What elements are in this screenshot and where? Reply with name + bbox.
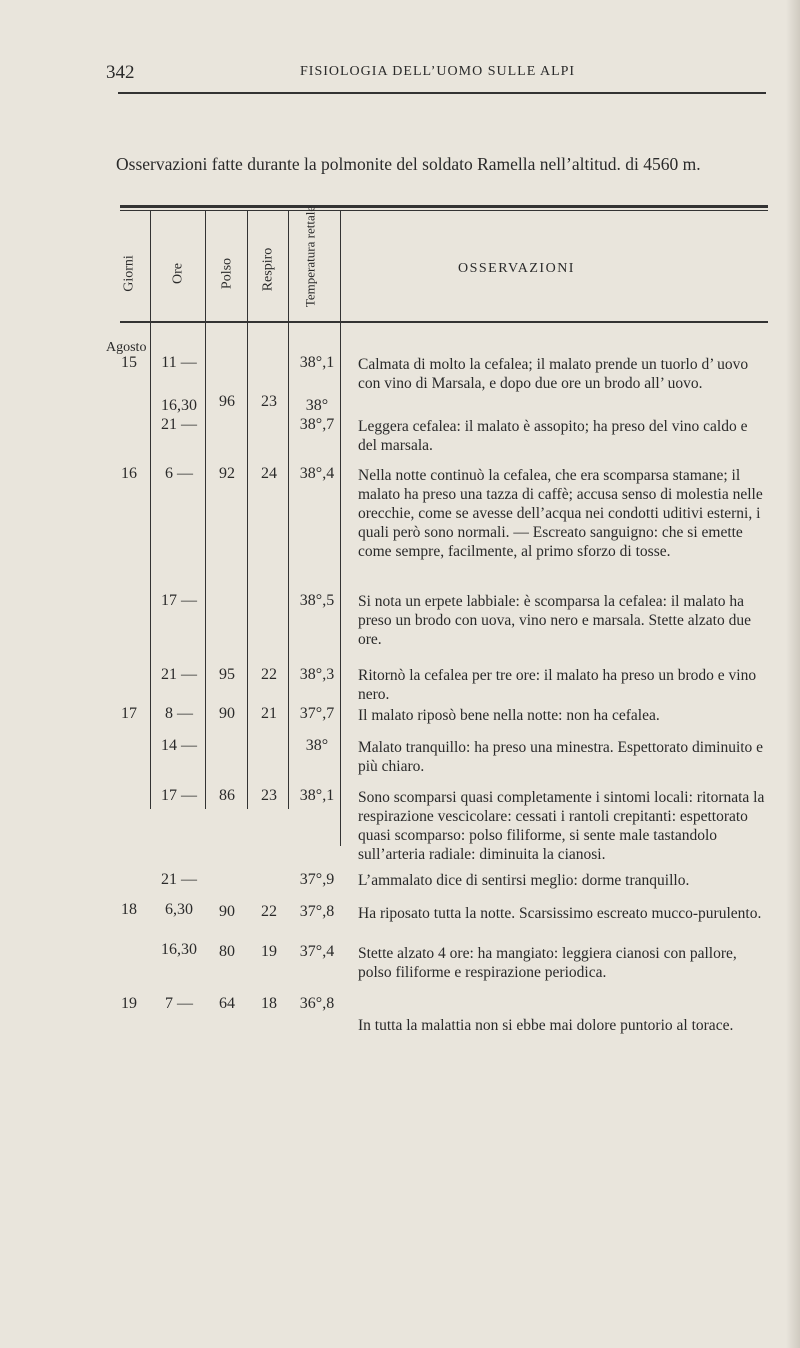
hour-cell: 21 — <box>161 871 197 888</box>
observation-note: In tutta la malattia non si ebbe mai dolore puntorio al torace. <box>358 1017 734 1034</box>
temperature-cell: 37°,9 <box>299 871 335 888</box>
column-header-respiration: Respiro <box>260 247 276 292</box>
column-header-hour: Ore <box>170 263 186 284</box>
observation-note: Il malato riposò bene nella notte: non ha cefalea. <box>358 707 660 724</box>
respiration-cell: 22 <box>261 903 277 920</box>
hour-cell: 7 — <box>165 995 193 1012</box>
day-cell: 16 <box>121 465 137 482</box>
hour-cell: 16,30 <box>161 941 197 958</box>
temperature-cell: 38° <box>305 397 329 414</box>
observation-note: L’ammalato dice di sentirsi meglio: dorme tranquillo. <box>358 872 690 889</box>
hour-cell: 21 — <box>161 666 197 683</box>
observation-note: Sono scomparsi quasi completamente i sintomi locali: ritornata la respirazione vescicolare: cessati i rantoli crepitanti: espettorato quasi scomparso: polso filiforme, si sente male tastandolo sull’arteria radiale: diminuita la cianosi. <box>358 789 765 863</box>
observation-note: Ritornò la cefalea per tre ore: il malato ha preso un brodo e vino nero. <box>358 667 757 703</box>
day-cell: 18 <box>121 901 137 918</box>
pulse-cell: 96 <box>219 393 235 410</box>
hour-cell: 11 — <box>161 354 197 371</box>
hour-cell: 14 — <box>161 737 197 754</box>
pulse-cell: 95 <box>219 666 235 683</box>
temperature-cell: 38°,3 <box>299 666 335 683</box>
pulse-cell: 90 <box>219 903 235 920</box>
hour-cell: 8 — <box>165 705 193 722</box>
table-top-rule-thin <box>120 210 768 211</box>
month-label: Agosto <box>106 340 147 355</box>
respiration-cell: 24 <box>261 465 277 482</box>
observation-note: Calmata di molto la cefalea; il malato prende un tuorlo d’ uovo con vino di Marsala, e dopo due ore un brodo all’ uovo. <box>358 356 749 392</box>
temperature-cell: 38° <box>305 737 329 754</box>
temperature-cell: 37°,4 <box>299 943 335 960</box>
respiration-cell: 18 <box>261 995 277 1012</box>
page-edge-shadow <box>786 0 800 1348</box>
respiration-cell: 23 <box>261 787 277 804</box>
day-cell: 17 <box>121 705 137 722</box>
respiration-cell: 23 <box>261 393 277 410</box>
hour-cell: 21 — <box>161 416 197 433</box>
temperature-cell: 38°,4 <box>299 465 335 482</box>
observation-note: Ha riposato tutta la notte. Scarsissimo escreato mucco-purulento. <box>358 905 762 922</box>
pulse-cell: 86 <box>219 787 235 804</box>
header-bottom-rule <box>120 321 768 323</box>
temperature-cell: 38°,1 <box>299 354 335 371</box>
observation-note: Stette alzato 4 ore: ha mangiato: leggiera cianosi con pallore, polso filiforme e respirazione periodica. <box>358 945 737 981</box>
day-cell: 19 <box>121 995 137 1012</box>
column-header-temperature: Temperatura rettale <box>302 205 318 308</box>
hour-cell: 6 — <box>165 465 193 482</box>
column-header-pulse: Polso <box>219 257 235 290</box>
temperature-cell: 38°,5 <box>299 592 335 609</box>
hour-cell: 17 — <box>161 592 197 609</box>
header-rule <box>118 92 766 94</box>
respiration-cell: 19 <box>261 943 277 960</box>
column-header-observations: OSSERVAZIONI <box>458 261 575 276</box>
hour-cell: 17 — <box>161 787 197 804</box>
temperature-cell: 37°,7 <box>299 705 335 722</box>
column-divider <box>205 211 206 809</box>
pulse-cell: 90 <box>219 705 235 722</box>
table-top-rule <box>120 205 768 208</box>
respiration-cell: 22 <box>261 666 277 683</box>
running-head: FISIOLOGIA DELL’UOMO SULLE ALPI <box>300 64 576 79</box>
hour-cell: 16,30 <box>161 397 197 414</box>
hour-cell: 6,30 <box>165 901 193 918</box>
observation-note: Malato tranquillo: ha preso una minestra. Espettorato diminuito e più chiaro. <box>358 739 764 775</box>
column-header-day: Giorni <box>121 255 137 292</box>
pulse-cell: 64 <box>219 995 235 1012</box>
temperature-cell: 36°,8 <box>299 995 335 1012</box>
pulse-cell: 80 <box>219 943 235 960</box>
day-cell: 15 <box>121 354 137 371</box>
temperature-cell: 38°,1 <box>299 787 335 804</box>
observation-note: Si nota un erpete labbiale: è scomparsa la cefalea: il malato ha preso un brodo con uova, vino nero e marsala. Stette alzato due ore. <box>358 593 751 648</box>
page-number: 342 <box>106 62 135 83</box>
pulse-cell: 92 <box>219 465 235 482</box>
respiration-cell: 21 <box>261 705 277 722</box>
observation-note: Nella notte continuò la cefalea, che era scomparsa stamane; il malato ha preso una tazza di caffè; accusa senso di molestia nelle orecchie, come se avesse dell’acqua nei condotti uditivi esterni, i quali però sono normali. — Escreato sanguigno: che si emette come sempre, facilmente, al primo sforzo di tosse. <box>358 467 763 560</box>
temperature-cell: 37°,8 <box>299 903 335 920</box>
temperature-cell: 38°,7 <box>299 416 335 433</box>
column-divider <box>150 211 151 809</box>
column-divider <box>247 211 248 809</box>
table-title: Osservazioni fatte durante la polmonite del soldato Ramella nell’altitud. di 4560 m. <box>116 154 701 174</box>
observation-note: Leggera cefalea: il malato è assopito; ha preso del vino caldo e del marsala. <box>358 418 748 454</box>
